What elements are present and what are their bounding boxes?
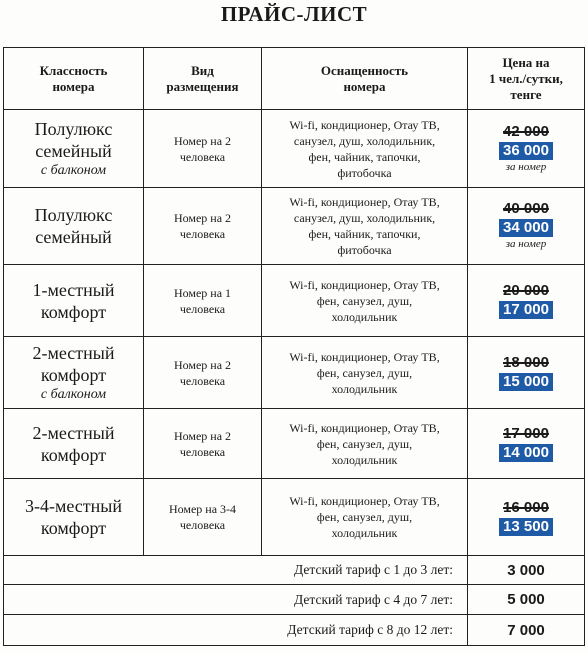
table-row xyxy=(4,479,585,556)
equipment-line: холодильник xyxy=(331,526,398,540)
equipment-line: Wi-fi, кондиционер, Отау ТВ, xyxy=(289,349,440,364)
placement-line: Номер на 2 xyxy=(173,211,232,225)
header-equipment-line: Оснащенность xyxy=(320,62,409,78)
kids-tariff-value: 3 000 xyxy=(468,556,585,585)
room-price xyxy=(468,409,585,479)
placement-line: человека xyxy=(179,373,226,388)
room-equipment xyxy=(262,188,468,265)
equipment-line: фен, санузел, душ, xyxy=(316,365,413,380)
placement-line: человека xyxy=(179,444,226,459)
header-class xyxy=(4,48,144,110)
kids-tariff-label: Детский тариф с 8 до 12 лет: xyxy=(4,615,468,646)
placement-line: Номер на 1 xyxy=(173,285,232,300)
table-row xyxy=(4,188,585,265)
room-equipment xyxy=(262,265,468,337)
header-price-line: Цена на xyxy=(502,54,550,70)
kids-tariff-row xyxy=(4,556,585,585)
room-class xyxy=(4,265,144,337)
placement-line: человека xyxy=(179,518,226,532)
equipment-line: санузел, душ, холодильник, xyxy=(293,133,436,148)
old-price: 42 000 xyxy=(503,122,549,140)
header-class-line: Классность xyxy=(39,62,108,78)
equipment-line: Wi-fi, кондиционер, Отау ТВ, xyxy=(289,277,440,292)
room-class-line: 1-местный xyxy=(32,279,115,300)
room-placement xyxy=(144,479,262,556)
table-header-row xyxy=(4,48,585,110)
equipment-line: фен, санузел, душ, xyxy=(316,436,413,451)
header-placement-line: размещения xyxy=(166,78,239,94)
new-price: 14 000 xyxy=(499,444,553,462)
room-price xyxy=(468,337,585,409)
room-class-sub: с балконом xyxy=(40,162,107,178)
room-placement xyxy=(144,110,262,188)
old-price: 17 000 xyxy=(503,425,549,442)
equipment-line: фен, санузел, душ, xyxy=(316,293,413,308)
placement-line: человека xyxy=(179,301,226,316)
room-class xyxy=(4,337,144,409)
room-class-line: комфорт xyxy=(40,364,107,385)
room-class-line: Полулюкс xyxy=(34,205,113,225)
equipment-line: холодильник xyxy=(331,452,398,467)
table-row xyxy=(4,409,585,479)
kids-tariff-row xyxy=(4,615,585,646)
new-price: 15 000 xyxy=(499,373,553,391)
new-price: 17 000 xyxy=(499,301,553,319)
room-equipment xyxy=(262,110,468,188)
new-price: 34 000 xyxy=(499,219,553,237)
equipment-line: фитобочка xyxy=(337,243,392,257)
equipment-line: холодильник xyxy=(331,381,398,396)
header-placement xyxy=(144,48,262,110)
placement-line: Номер на 2 xyxy=(173,357,232,372)
equipment-line: Wi-fi, кондиционер, Отау ТВ, xyxy=(289,195,440,209)
price-table xyxy=(3,47,585,646)
table-row xyxy=(4,265,585,337)
header-class-line: номера xyxy=(52,78,95,94)
equipment-line: Wi-fi, кондиционер, Отау ТВ, xyxy=(289,420,440,435)
room-placement xyxy=(144,337,262,409)
placement-line: человека xyxy=(179,227,226,241)
room-price xyxy=(468,265,585,337)
room-class-line: комфорт xyxy=(40,301,107,322)
header-price-line: 1 чел./сутки, xyxy=(489,70,563,86)
kids-tariff-value: 7 000 xyxy=(468,615,585,646)
header-equipment-line: номера xyxy=(343,78,386,94)
equipment-line: фен, чайник, тапочки, xyxy=(308,227,421,241)
header-placement-line: Вид xyxy=(191,62,214,78)
room-class-line: семейный xyxy=(35,140,112,161)
room-class-line: комфорт xyxy=(40,518,107,538)
old-price: 20 000 xyxy=(503,282,549,299)
room-class-line: 3-4-местный xyxy=(24,496,123,516)
price-note: за номер xyxy=(505,160,547,173)
room-class-line: 2-местный xyxy=(32,342,115,363)
header-price xyxy=(468,48,585,110)
placement-line: Номер на 2 xyxy=(173,133,232,148)
table-row xyxy=(4,110,585,188)
room-class xyxy=(4,409,144,479)
room-price xyxy=(468,479,585,556)
room-placement xyxy=(144,409,262,479)
room-class-line: 2-местный xyxy=(32,422,115,443)
room-equipment xyxy=(262,479,468,556)
room-class-line: комфорт xyxy=(40,444,107,465)
price-note: за номер xyxy=(505,238,547,250)
kids-tariff-label: Детский тариф с 1 до 3 лет: xyxy=(4,556,468,585)
room-class xyxy=(4,479,144,556)
table-row xyxy=(4,337,585,409)
new-price: 13 500 xyxy=(499,518,553,536)
room-price xyxy=(468,188,585,265)
equipment-line: санузел, душ, холодильник, xyxy=(293,211,436,225)
kids-tariff-value: 5 000 xyxy=(468,585,585,615)
room-class xyxy=(4,188,144,265)
room-class-line: Полулюкс xyxy=(34,118,113,139)
equipment-line: фитобочка xyxy=(337,165,392,180)
old-price: 18 000 xyxy=(503,354,549,371)
old-price: 16 000 xyxy=(503,498,549,516)
new-price: 36 000 xyxy=(499,142,553,160)
placement-line: Номер на 3-4 xyxy=(168,502,237,516)
room-class xyxy=(4,110,144,188)
room-placement xyxy=(144,265,262,337)
room-equipment xyxy=(262,409,468,479)
room-equipment xyxy=(262,337,468,409)
header-equipment xyxy=(262,48,468,110)
equipment-line: фен, санузел, душ, xyxy=(316,510,413,524)
kids-tariff-label: Детский тариф с 4 до 7 лет: xyxy=(4,585,468,615)
kids-tariff-row xyxy=(4,585,585,615)
room-class-line: семейный xyxy=(35,227,112,247)
old-price: 40 000 xyxy=(503,200,549,217)
placement-line: человека xyxy=(179,149,226,164)
room-class-sub: с балконом xyxy=(40,386,107,402)
header-price-line: тенге xyxy=(510,86,542,102)
placement-line: Номер на 2 xyxy=(173,428,232,443)
equipment-line: фен, чайник, тапочки, xyxy=(308,149,421,164)
equipment-line: Wi-fi, кондиционер, Отау ТВ, xyxy=(289,117,440,132)
room-placement xyxy=(144,188,262,265)
page-title: ПРАЙС-ЛИСТ xyxy=(220,2,368,26)
equipment-line: холодильник xyxy=(331,309,398,324)
equipment-line: Wi-fi, кондиционер, Отау ТВ, xyxy=(289,494,440,508)
room-price xyxy=(468,110,585,188)
